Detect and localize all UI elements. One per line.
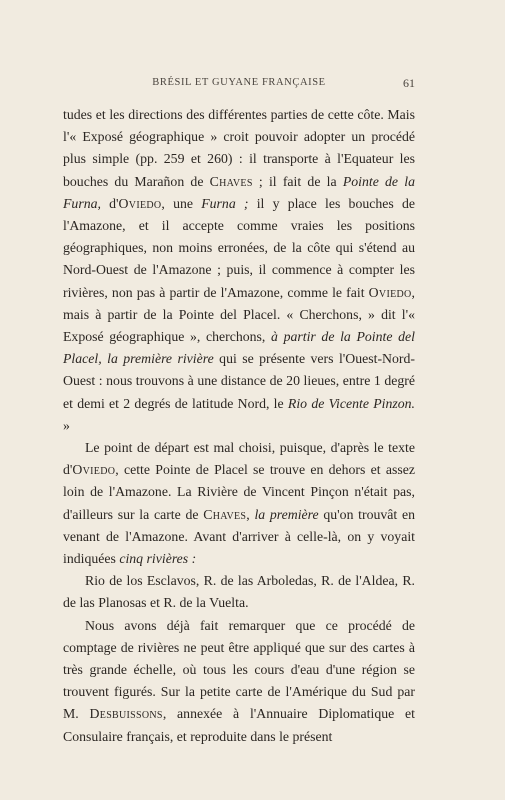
paragraph-2 [63,437,415,570]
text-run: qui se présente vers l'Ouest-Nord-Ouest : nous trouvons à une distance de 20 lieues, entre 1 degré et demi et 2 degrés de latitude Nord, le [63,351,415,411]
text-run: , mais à partir de la Pointe del Placel. « Cherchons, » dit l'« Exposé géographique », cherchons, [63,284,415,345]
italic-run: la première [254,506,319,522]
italic-run: Rio de Vicente Pinzon. [287,395,415,411]
running-title: BRÉSIL ET GUYANE FRANÇAISE [152,77,326,88]
paragraph-4 [63,615,415,748]
body-text [63,104,415,748]
text-run: Nous avons déjà fait remarquer que ce procédé de comptage de rivières ne peut être appliqué que sur des cartes à très grande échelle, où tous les cours d'eau d'une région se trouvent figurés. Sur la petite carte de l'Amérique du Sud par M. [63,617,415,722]
text-run: , [246,506,255,522]
text-run: il y place les bouches de l'Amazone, et il accepte comme vraies les positions géographiques, non moins erronées, de la côte qui s'étend au Nord-Ouest de l'Amazone ; puis, il commence à compter les rivières, non pas à partir de l'Amazone, comme le fait [63,195,415,300]
italic-run: Furna ; [201,195,249,211]
text-run: qu'on trouvât en venant de l'Amazone. Avant d'arriver à celle-là, on y voyait indiquées [63,506,415,567]
text-run: d' [100,195,119,211]
text-run: Rio de los Esclavos, R. de las Arboledas, R. de l'Aldea, R. de las Planosas et R. de la Vuelta. [63,573,415,611]
small-caps-name: Chaves [209,173,253,189]
small-caps-name: Oviedo [368,284,412,300]
text-run: , cette Pointe de Placel se trouve en dehors et assez loin de l'Amazone. La Rivière de Vincent Pinçon n'était pas, d'ailleurs sur la carte de [63,462,415,522]
text-run: , une [161,195,202,211]
italic-run: cinq rivières : [119,551,197,567]
page-number: 61 [403,76,415,90]
small-caps-name: Chaves [203,506,247,522]
paragraph-1 [63,104,415,437]
paragraph-3 [63,570,415,614]
text-run: tudes et les directions des différentes parties de cette côte. Mais l'« Exposé géographique » croit pouvoir adopter un procédé plus simple (pp. 259 et 260) : il transporte à l'Equateur les bouches du Marañon de [63,107,415,189]
italic-run: à partir de la Pointe del Placel, la première rivière [63,329,415,367]
small-caps-name: Oviedo [72,462,116,478]
italic-run: Pointe de la Furna, [63,173,415,211]
text-run: , annexée à l'Annuaire Diplomatique et Consulaire français, et reproduite dans le présent [63,706,415,744]
text-run: Le point de départ est mal choisi, puisque, d'après le texte d' [63,440,415,478]
text-run: » [63,417,70,433]
small-caps-name: Desbuissons [89,706,163,722]
text-run: ; il fait de la [252,173,343,189]
small-caps-name: Oviedo [118,195,162,211]
